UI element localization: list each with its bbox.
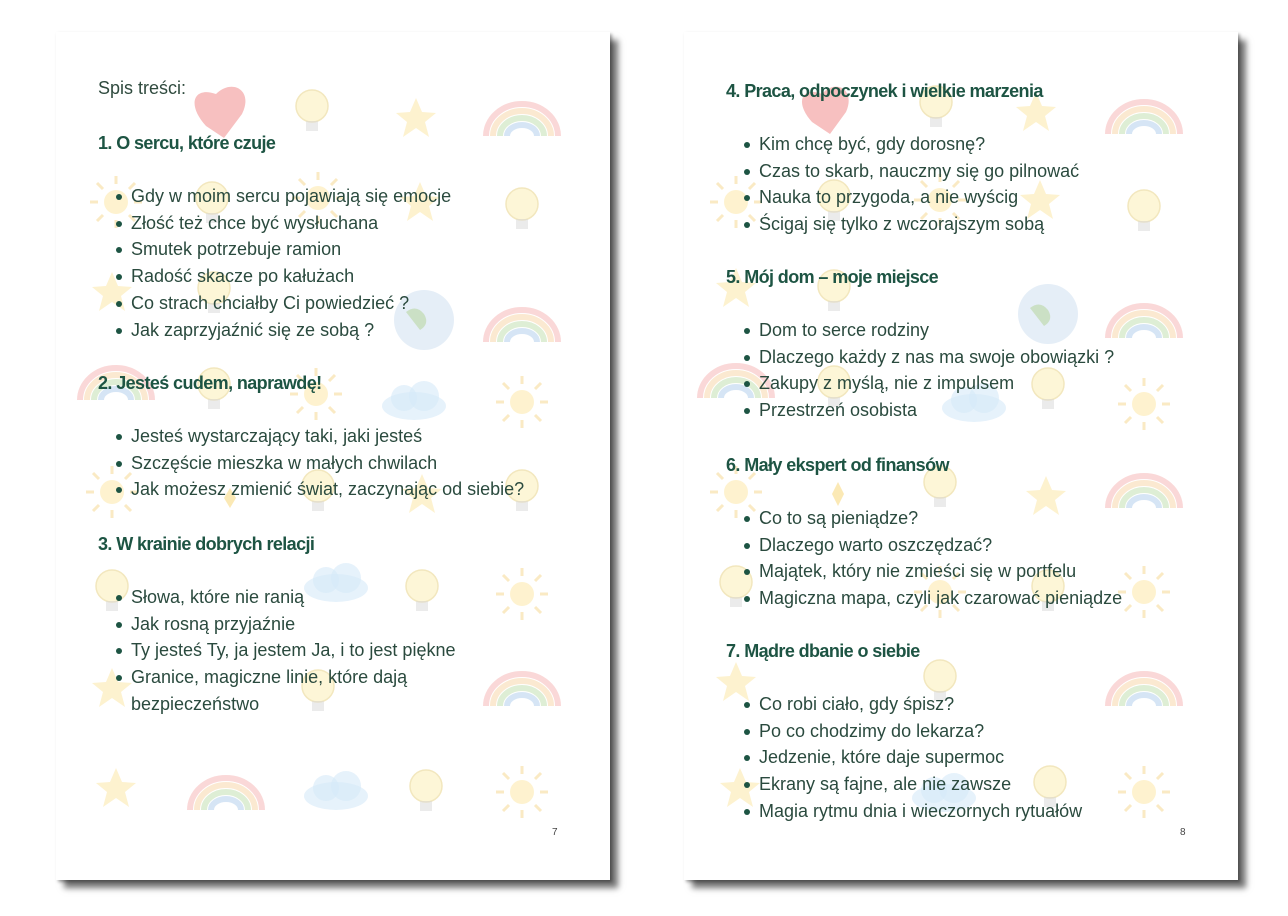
list-item[interactable]: Jak możesz zmienić świat, zaczynając od siebie? [116, 476, 578, 503]
list-item[interactable]: Czas to skarb, nauczmy się go pilnować [744, 158, 1206, 185]
list-item[interactable]: Jedzenie, które daje supermoc [744, 744, 1206, 771]
list-item[interactable]: Smutek potrzebuje ramion [116, 236, 578, 263]
list-item[interactable]: Magia rytmu dnia i wieczornych rytuałów [744, 798, 1206, 825]
toc-section-2 [98, 372, 578, 500]
toc-section-5 [726, 266, 1206, 421]
list-item[interactable]: Magiczna mapa, czyli jak czarować pieniądze [744, 585, 1206, 612]
page-left [56, 32, 610, 880]
page-right [684, 32, 1238, 880]
list-item[interactable]: Jesteś wystarczający taki, jaki jesteś [116, 423, 578, 450]
list-item[interactable]: Ty jesteś Ty, ja jestem Ja, i to jest piękne [116, 637, 536, 664]
section-title[interactable]: 6. Mały ekspert od finansów [726, 455, 949, 475]
list-item[interactable]: Zakupy z myślą, nie z impulsem [744, 370, 1206, 397]
toc-section-7 [726, 640, 1206, 821]
list-item[interactable]: Kim chcę być, gdy dorosnę? [744, 131, 1206, 158]
section-items [744, 505, 1206, 612]
toc-section-1 [98, 132, 578, 340]
section-items [116, 423, 578, 503]
toc-section-3 [98, 533, 578, 714]
section-items [116, 183, 578, 343]
section-items [116, 584, 536, 718]
toc-section-6 [726, 454, 1206, 609]
section-items [744, 131, 1206, 238]
list-item[interactable]: Dlaczego każdy z nas ma swoje obowiązki ? [744, 344, 1206, 371]
list-item[interactable]: Co robi ciało, gdy śpisz? [744, 691, 1206, 718]
list-item[interactable]: Po co chodzimy do lekarza? [744, 718, 1206, 745]
section-title[interactable]: 4. Praca, odpoczynek i wielkie marzenia [726, 81, 1043, 101]
list-item[interactable]: Jak rosną przyjaźnie [116, 611, 536, 638]
section-title[interactable]: 5. Mój dom – moje miejsce [726, 267, 939, 287]
section-title[interactable]: 2. Jesteś cudem, naprawdę! [98, 373, 322, 393]
section-title[interactable]: 1. O sercu, które czuje [98, 133, 276, 153]
section-items [744, 691, 1206, 825]
list-item[interactable]: Dlaczego warto oszczędzać? [744, 532, 1206, 559]
left-page-content [56, 32, 610, 880]
list-item[interactable]: Przestrzeń osobista [744, 397, 1206, 424]
page-number: 7 [552, 827, 558, 838]
list-item[interactable]: Granice, magiczne linie, które dają bezpieczeństwo [116, 664, 441, 717]
list-item[interactable]: Szczęście mieszka w małych chwilach [116, 450, 578, 477]
list-item[interactable]: Nauka to przygoda, a nie wyścig [744, 184, 1206, 211]
list-item[interactable]: Gdy w moim sercu pojawiają się emocje [116, 183, 578, 210]
toc-section-4 [726, 80, 1206, 235]
list-item[interactable]: Co to są pieniądze? [744, 505, 1206, 532]
list-item[interactable]: Ekrany są fajne, ale nie zawsze [744, 771, 1206, 798]
list-item[interactable]: Majątek, który nie zmieści się w portfelu [744, 558, 1206, 585]
section-items [744, 317, 1206, 424]
list-item[interactable]: Złość też chce być wysłuchana [116, 210, 578, 237]
list-item[interactable]: Jak zaprzyjaźnić się ze sobą ? [116, 317, 578, 344]
list-item[interactable]: Dom to serce rodziny [744, 317, 1206, 344]
section-title[interactable]: 3. W krainie dobrych relacji [98, 534, 315, 554]
list-item[interactable]: Ścigaj się tylko z wczorajszym sobą [744, 211, 1206, 238]
right-page-content [684, 32, 1238, 880]
section-title[interactable]: 7. Mądre dbanie o siebie [726, 641, 920, 661]
list-item[interactable]: Co strach chciałby Ci powiedzieć ? [116, 290, 578, 317]
page-number: 8 [1180, 827, 1186, 838]
toc-heading: Spis treści: [98, 78, 187, 98]
list-item[interactable]: Radość skacze po kałużach [116, 263, 578, 290]
list-item[interactable]: Słowa, które nie ranią [116, 584, 536, 611]
